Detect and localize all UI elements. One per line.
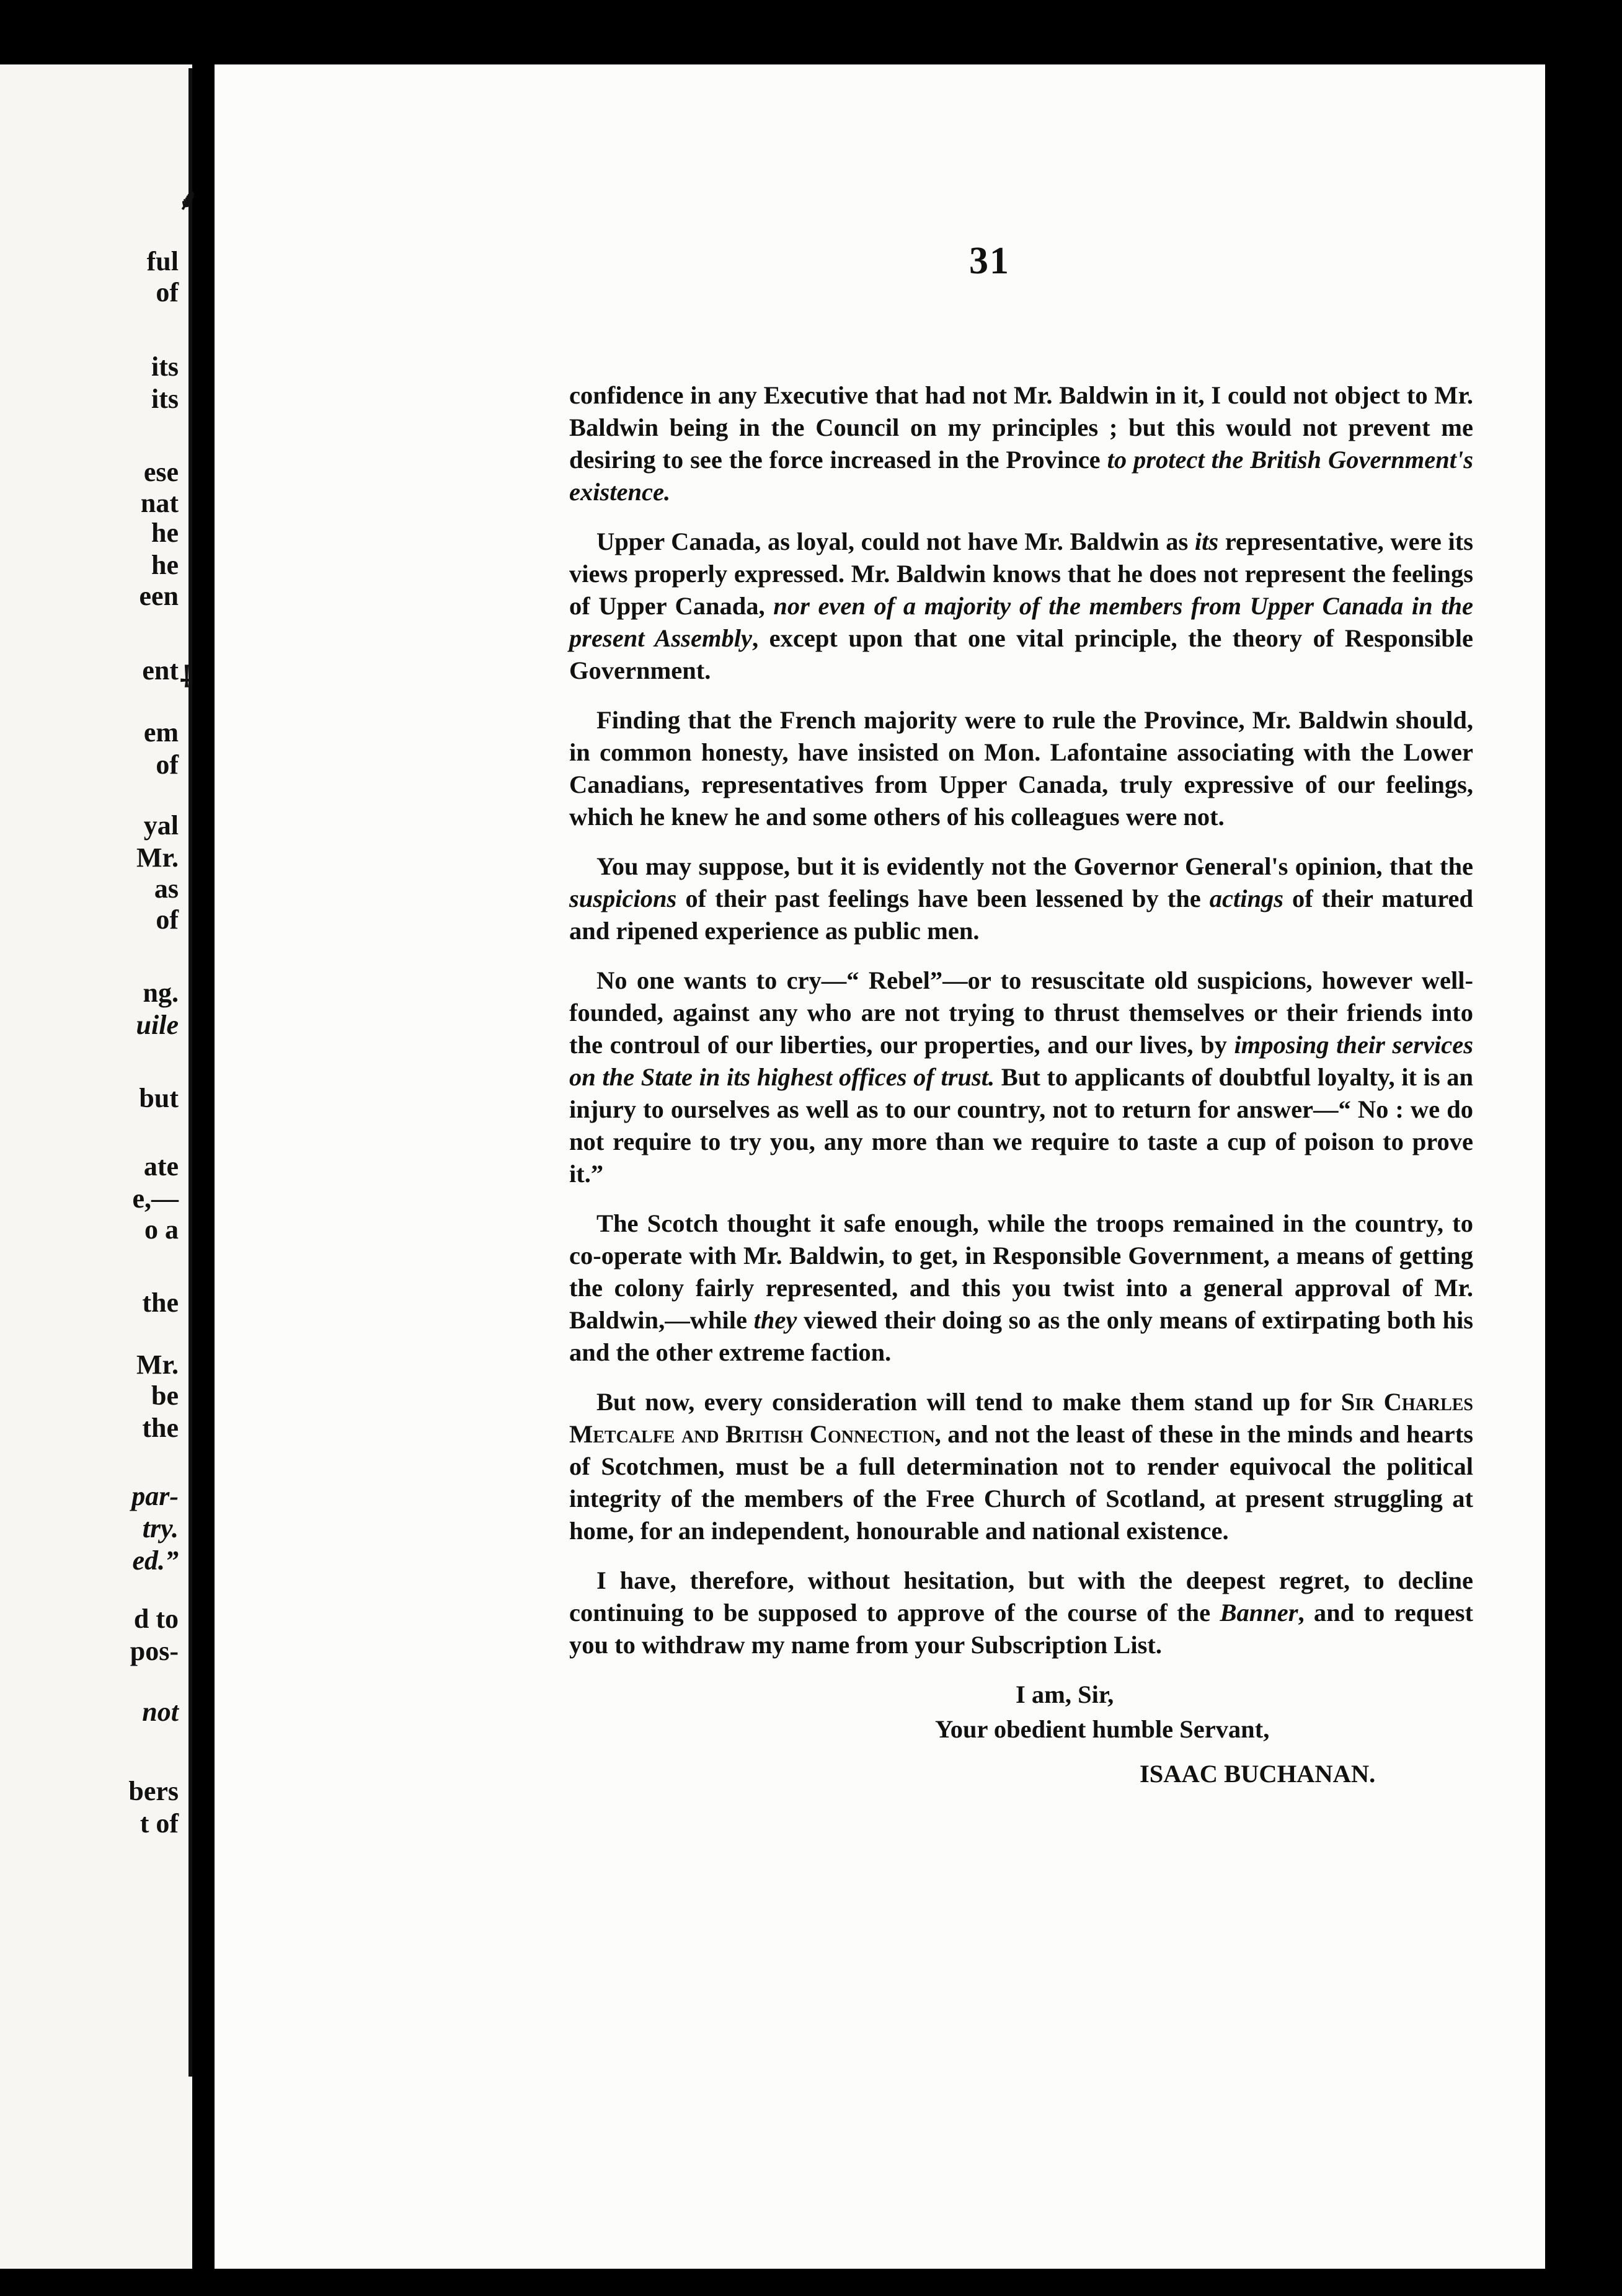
closing-block [569, 1679, 1473, 1803]
paragraph [569, 965, 1473, 1190]
signature: ISAAC BUCHANAN. [1140, 1760, 1376, 1788]
italic-run: Banner [1220, 1599, 1298, 1627]
previous-page-fragment: yal [143, 810, 179, 841]
italic-run: to protect the British Government's existence. [569, 446, 1474, 506]
page [215, 64, 1545, 2269]
previous-page-fragment: its [151, 384, 179, 414]
previous-page-fragment: bers [128, 1776, 179, 1806]
previous-page-fragment: ful [146, 246, 179, 276]
previous-page-fragment: be [151, 1380, 179, 1411]
text-run: of their past feelings have been lessened by the [676, 885, 1210, 912]
previous-page-fragment: the [142, 1287, 179, 1318]
previous-page-fragment: o a [144, 1214, 179, 1245]
text-run: But to applicants of doubtful loyalty, it is an injury to ourselves as well as to our country, not to return for answer—“ No : we do not require to try you, any more than we require to taste a cup of poison to prove it.” [569, 1063, 1474, 1188]
previous-page-fragment: ed.” [132, 1545, 179, 1576]
previous-page-fragment: uile [136, 1010, 179, 1040]
italic-run: its [1194, 528, 1219, 555]
italic-run: actings [1209, 885, 1283, 912]
previous-page-fragment: ent [142, 655, 179, 686]
text-run: representative, were its views properly expressed. Mr. Baldwin knows that he does not represent the feelings of Upper Canada, [569, 528, 1473, 620]
previous-page-fragment: pos- [130, 1636, 179, 1666]
paragraph [569, 704, 1473, 833]
text-run: The Scotch thought it safe enough, while the troops remained in the country, to co-operate with Mr. Baldwin, to get, in Responsible Government, a means of getting the colony fairly represented, and this you twist into a general approval of Mr. Baldwin,—while [569, 1209, 1473, 1334]
previous-page-fragment: ate [143, 1151, 179, 1181]
previous-page-fragment: of [156, 277, 179, 307]
previous-page-fragment: he [151, 550, 179, 580]
text-run: But now, every consideration will tend to make them stand up for [596, 1388, 1341, 1416]
paragraph [569, 1208, 1473, 1369]
text-run: confidence in any Executive that had not Mr. Baldwin in it, I could not object to Mr. Baldwin being in the Council on my principles ; but this would not prevent me desiring to see the force increased in the Province [569, 381, 1473, 474]
paragraph [569, 1386, 1473, 1547]
closing-complimentary: Your obedient humble Servant, [935, 1715, 1270, 1743]
previous-page-fragment: not [142, 1697, 179, 1727]
paragraph [569, 850, 1473, 947]
paragraph [569, 379, 1473, 508]
closing-salutation: I am, Sir, [1016, 1680, 1114, 1708]
previous-page-fragment: ese [143, 457, 179, 487]
letter-body [569, 379, 1473, 1803]
ornament-mark: ⸸ [180, 661, 193, 693]
text-run: No one wants to cry—“ Rebel”—or to resuscitate old suspicions, however well-founded, against any who are not trying to thrust themselves or their friends into the controul of our liberties, our properties, and our lives, by [569, 966, 1473, 1059]
text-run: Upper Canada, as loyal, could not have Mr. Baldwin as [596, 528, 1195, 555]
paragraph [569, 1565, 1473, 1661]
page-number: 31 [969, 240, 1010, 282]
italic-run: nor even of a majority of the members from Upper Canada in the present Assembly [569, 592, 1473, 652]
previous-page-fragment: he [151, 518, 179, 548]
italic-run: imposing their services on the State in its highest offices of trust. [569, 1031, 1473, 1091]
previous-page-fragment: try. [142, 1513, 179, 1543]
text-run: You may suppose, but it is evidently not the Governor General's opinion, that the [596, 852, 1473, 880]
previous-page-fragment: its [151, 351, 179, 382]
previous-page-fragment: em [143, 717, 179, 748]
previous-page-fragment: of [156, 904, 179, 935]
text-run: , and not the least of these in the minds and hearts of Scotchmen, must be a full determination not to render equivocal the political integrity of the members of the Free Church of Scotland, at present struggling at home, for an independent, honourable and national existence. [569, 1420, 1473, 1545]
previous-page-fragment: of [156, 749, 179, 780]
ornament-mark: ⸙ [177, 184, 199, 216]
text-run: viewed their doing so as the only means of extirpating both his and the other extreme faction. [569, 1306, 1473, 1366]
previous-page-fragment: ng. [143, 978, 179, 1008]
previous-page-fragment: par- [131, 1481, 179, 1511]
previous-page-fragment: the [142, 1413, 179, 1443]
italic-run: suspicions [569, 885, 677, 912]
text-run: Finding that the French majority were to rule the Province, Mr. Baldwin should, in common honesty, have insisted on Mon. Lafontaine associating with the Lower Canadians, representatives from Upper Canada, truly expressive of our feelings, which he knew he and some others of his colleagues were not. [569, 706, 1473, 831]
previous-page-fragment: Mr. [136, 842, 179, 873]
text-run: , except upon that one vital principle, the theory of Responsible Government. [569, 624, 1473, 684]
previous-page-fragment: e,— [132, 1183, 179, 1214]
previous-page-fragment: nat [140, 488, 179, 518]
binding-rule [188, 68, 192, 2077]
previous-page-edge [0, 64, 192, 2269]
previous-page-fragment: but [139, 1083, 179, 1113]
small-caps-run: Sir Charles Metcalfe and British Connection [569, 1388, 1473, 1448]
paragraph [569, 526, 1473, 687]
previous-page-fragment: Mr. [136, 1349, 179, 1380]
previous-page-fragment: d to [133, 1604, 179, 1634]
previous-page-fragment: een [139, 581, 179, 611]
previous-page-fragment: t of [140, 1808, 179, 1839]
text-run: of their matured and ripened experience as public men. [569, 885, 1473, 945]
previous-page-fragment: as [154, 873, 179, 904]
text-run: I have, therefore, without hesitation, but with the deepest regret, to decline continuing to be supposed to approve of the course of the [569, 1566, 1473, 1627]
italic-run: they [753, 1306, 797, 1334]
text-run: , and to request you to withdraw my name from your Subscription List. [569, 1599, 1474, 1659]
